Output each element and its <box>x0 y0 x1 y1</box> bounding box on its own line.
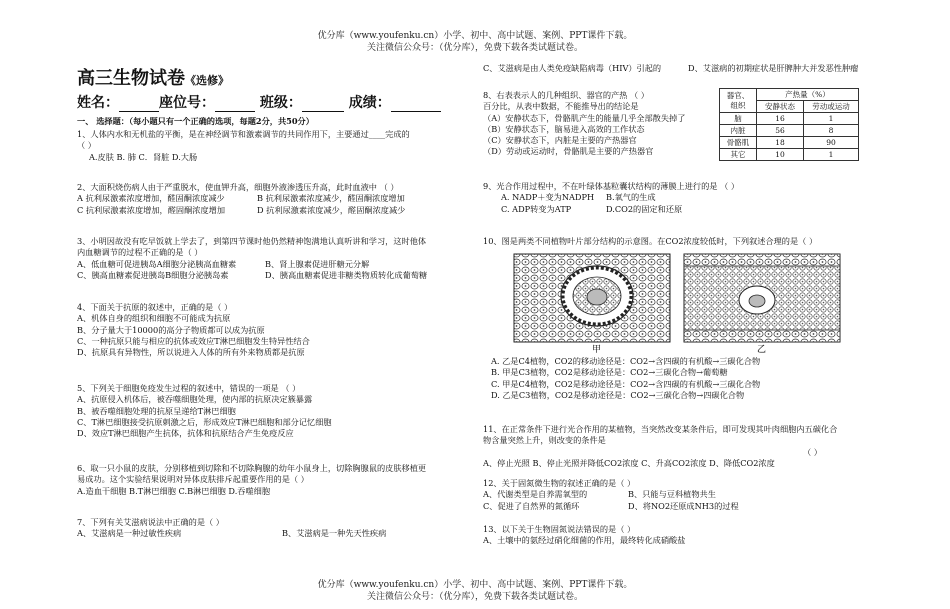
q8-option-b: （B）安静状态下，脑易进入高效的工作状态 <box>483 123 645 134</box>
q6-stem2: 易成功。这个实验结果说明对异体皮肤排斥起重要作用的是（ ） <box>77 474 309 485</box>
leaf-structure-figure <box>512 250 842 354</box>
class-label: 班级： <box>259 95 302 111</box>
question-6 <box>77 463 472 497</box>
q12-option-c: C、促进了自然界的氮循环 <box>483 500 580 511</box>
q5-option-d: D、效应T淋巴细胞产生抗体，抗体和抗原结合产生免疫反应 <box>77 428 294 439</box>
q12-stem: 12、关于固氮微生物的叙述正确的是（ ） <box>483 478 636 488</box>
q8-option-c: （C）安静状态下，内脏是主要的产热器官 <box>483 135 637 146</box>
q11-stem3: （ ） <box>803 446 822 457</box>
table-header-organ: 器官、 组织 <box>720 89 757 113</box>
q4-stem: 4、下面关于抗原的叙述中，正确的是（ ） <box>77 302 233 312</box>
question-8 <box>483 90 713 158</box>
q10-option-b: B. 甲是C3植物，CO2是移动途径是：CO2→三碳化合物→葡萄糖 <box>491 367 728 378</box>
section-heading: 一、 选择题：（每小题只有一个正确的选项，每题2分，共50分） <box>77 116 314 126</box>
question-4 <box>77 302 472 358</box>
question-7 <box>77 517 472 540</box>
header-line-2: 关注微信公众号：（优分库），免费下载各类试题试卷。 <box>366 43 583 53</box>
table-header-rest: 安静状态 <box>757 101 804 113</box>
header-line-1: 优分库（www.youfenku.cn）小学、初中、高中试题、案例、PPT课件下载。 <box>317 31 633 41</box>
q11-stem: 11、在正常条件下进行光合作用的某植物，当突然改变某条件后，即可发现其叶肉细胞内五碳化合 <box>483 424 838 434</box>
q3-stem: 3、小明因故没有吃早饭就上学去了，到第四节课时他仍然精神饱满地认真听讲和学习，这时他体 <box>77 236 427 246</box>
figure-label-jia: 甲 <box>592 345 602 354</box>
q4-option-d: D、抗原具有异物性，所以说进入人体的所有外来物质都是抗原 <box>77 347 305 358</box>
q10-option-d: D. 乙是C3植物，CO2是移动途径是：CO2→三碳化合物→四碳化合物 <box>491 389 745 400</box>
question-1 <box>77 129 472 163</box>
q8-stem2: 百分比，从表中数据，不能推导出的结论是 <box>483 101 639 112</box>
figure-label-yi: 乙 <box>757 345 767 354</box>
q9-option-b: B.氧气的生成 <box>606 192 656 203</box>
q4-option-c: C、一种抗原只能与相应的抗体或效应T淋巴细胞发生特异性结合 <box>77 335 310 346</box>
q2-stem: 2、大面积烧伤病人由于严重脱水，使血钾升高，细胞外液渗透压升高，此时血液中 （ ） <box>77 182 399 192</box>
q13-option-a: A、土壤中的氨经过硝化细菌的作用，最终转化成硝酸盐 <box>483 535 686 546</box>
q9-option-d: D.CO2的固定和还原 <box>606 203 683 214</box>
q5-stem: 5、下列关于细胞免疫发生过程的叙述中，错误的一项是 （ ） <box>77 383 301 393</box>
q2-option-c: C 抗利尿激素浓度增加，醛固酮浓度增加 <box>77 204 226 215</box>
student-info-line <box>77 92 441 112</box>
q4-option-b: B、分子量大于10000的高分子物质都可以成为抗原 <box>77 324 265 335</box>
q1-stem2: （ ） <box>77 140 96 151</box>
q1-options: A.皮肤 B. 肺 C．肾脏 D.大肠 <box>89 151 198 162</box>
q10-option-a: A. 乙是C4植物，CO2的移动途径是：CO2→含四碳的有机酸→三碳化合物 <box>491 356 761 366</box>
table-row: 骨骼肌 18 90 <box>720 137 859 149</box>
q5-option-c: C、T淋巴细胞接受抗原刺激之后，形成效应T淋巴细胞和部分记忆细胞 <box>77 416 332 427</box>
heat-production-table <box>719 88 859 161</box>
q7-continued <box>483 63 883 74</box>
q3-option-d: D、胰高血糖素促进非糖类物质转化成葡萄糖 <box>265 269 428 280</box>
question-3 <box>77 236 472 281</box>
q11-options: A、停止光照 B、停止光照并降低CO2浓度 C、升高CO2浓度 D、降低CO2浓度 <box>483 457 775 468</box>
name-label: 姓名： <box>77 95 119 111</box>
figure-panel-yi <box>684 254 840 342</box>
q12-option-d: D、将NO2还原成NH3的过程 <box>628 500 739 511</box>
q11-stem2: 物含量突然上升，则改变的条件是 <box>483 435 606 446</box>
q10-stem: 10、图是两类不同植物叶片部分结构的示意图。在CO2浓度较低时，下列叙述合理的是（ ） <box>483 236 818 246</box>
q13-stem: 13、以下关于生物固氮说法错误的是（ ） <box>483 524 636 534</box>
table-header-heat: 产热量（%） <box>757 89 859 101</box>
q6-stem: 6、取一只小鼠的皮肤，分别移植到切除和不切除胸腺的幼年小鼠身上，切除胸腺鼠的皮肤移植更 <box>77 463 427 473</box>
q1-stem: 1、人体内水和无机盐的平衡，是在神经调节和激素调节的共同作用下，主要通过____完成的 <box>77 129 410 139</box>
q8-option-d: （D）劳动或运动时，骨骼肌是主要的产热器官 <box>483 146 654 157</box>
page-footer <box>0 579 950 603</box>
q12-option-a: A、代谢类型是自养需氧型的 <box>483 489 588 500</box>
q7-option-b: B、艾滋病是一种先天性疾病 <box>282 528 387 539</box>
q12-option-b: B、只能与豆科植物共生 <box>628 489 716 500</box>
q6-options: A.造血干细胞 B.T淋巴细胞 C.B淋巴细胞 D.吞噬细胞 <box>77 485 271 496</box>
q9-option-c: C. ADP转变为ATP <box>501 203 572 214</box>
name-blank[interactable] <box>119 97 159 112</box>
title-text: 高三生物试卷 <box>77 68 185 89</box>
table-row: 脑 16 1 <box>720 113 859 125</box>
score-blank[interactable] <box>391 97 441 112</box>
q5-option-b: B、被吞噬细胞处理的抗原呈递给T淋巴细胞 <box>77 405 236 416</box>
class-blank[interactable] <box>302 97 344 112</box>
footer-line-1: 优分库（www.youfenku.cn）小学、初中、高中试题、案例、PPT课件下载。 <box>317 580 633 590</box>
seat-blank[interactable] <box>215 97 255 112</box>
question-5 <box>77 383 472 439</box>
seat-label: 座位号： <box>159 95 215 111</box>
q2-option-b: B 抗利尿激素浓度减少，醛固酮浓度增加 <box>257 193 405 204</box>
question-9 <box>483 181 878 215</box>
title-subtitle: 《选修》 <box>185 74 229 87</box>
q3-option-b: B、肾上腺素促进肝糖元分解 <box>265 258 370 269</box>
question-12 <box>483 478 878 512</box>
q4-option-a: A、机体自身的组织和细胞不可能成为抗原 <box>77 313 231 324</box>
q2-option-a: A 抗利尿激素浓度增加，醛固酮浓度减少 <box>77 193 225 204</box>
q7-option-a: A、艾滋病是一种过敏性疾病 <box>77 528 182 539</box>
page-title <box>77 64 229 90</box>
q7-option-d: D、艾滋病的初期症状是肝脾肿大并发恶性肿瘤 <box>688 63 859 73</box>
table-row: 内脏 56 8 <box>720 125 859 137</box>
figure-panel-jia <box>514 254 670 342</box>
q8-option-a: （A）安静状态下，骨骼肌产生的能量几乎全部散失掉了 <box>483 112 686 123</box>
q3-option-c: C、胰高血糖素促进胰岛B细胞分泌胰岛素 <box>77 269 229 280</box>
footer-line-2: 关注微信公众号：（优分库），免费下载各类试题试卷。 <box>366 592 583 602</box>
q9-stem: 9、光合作用过程中，不在叶绿体基粒囊状结构的薄膜上进行的是 （ ） <box>483 181 740 191</box>
q2-option-d: D 抗利尿激素浓度减少，醛固酮浓度减少 <box>257 204 406 215</box>
table-header-exercise: 劳动或运动 <box>804 101 859 113</box>
score-label: 成绩： <box>348 95 391 111</box>
q3-option-a: A、低血糖可促进胰岛A细胞分泌胰高血糖素 <box>77 258 237 269</box>
question-13 <box>483 524 878 547</box>
q10-options <box>483 356 878 401</box>
question-11 <box>483 424 878 469</box>
q7-stem: 7、下列有关艾滋病说法中正确的是（ ） <box>77 517 224 527</box>
q7-option-c: C、艾滋病是由人类免疫缺陷病毒（HIV）引起的 <box>483 63 662 73</box>
q3-stem2: 内血糖调节的过程不正确的是（ ） <box>77 247 203 258</box>
q5-option-a: A、抗原侵入机体后，被吞噬细胞处理，使内部的抗原决定簇暴露 <box>77 394 313 405</box>
q8-stem: 8、右表表示人的几种组织、器官的产热 （ ） <box>483 90 649 100</box>
question-2 <box>77 182 472 216</box>
table-row: 其它 10 1 <box>720 149 859 161</box>
q10-option-c: C. 甲是C4植物，CO2是移动途径是：CO2→含四碳的有机酸→三碳化合物 <box>491 378 761 389</box>
q9-option-a: A. NADP＋变为NADPH <box>501 192 595 203</box>
page-header <box>0 30 950 54</box>
